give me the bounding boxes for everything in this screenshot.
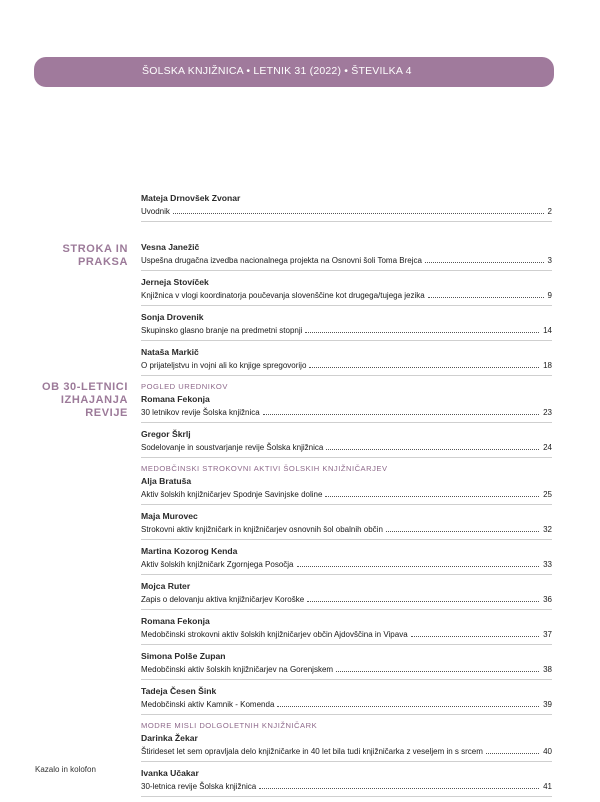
leader-dots (307, 593, 539, 602)
toc-entry[interactable] (141, 346, 552, 371)
entry-author: Darinka Žekar (141, 733, 198, 743)
toc-entry[interactable] (141, 510, 552, 535)
entry-title: Aktiv šolskih knjižničarjev Spodnje Savinjske doline (141, 490, 323, 499)
entry-page: 40 (543, 747, 552, 756)
divider (141, 504, 552, 505)
entry-page: 41 (543, 782, 552, 791)
toc-entry[interactable] (141, 732, 552, 757)
entry-page: 38 (543, 665, 552, 674)
divider (141, 340, 552, 341)
entry-title: Aktiv šolskih knjižničark Zgornjega Posočja (141, 560, 294, 569)
entry-title: 30-letnica revije Šolska knjižnica (141, 782, 257, 791)
entry-page: 2 (547, 207, 552, 216)
leader-dots (277, 698, 539, 707)
divider (141, 761, 552, 762)
section-label-line: PRAKSA (77, 256, 128, 268)
entry-title: Zapis o delovanju aktiva knjižničarjev Koroške (141, 595, 305, 604)
toc-intro (141, 192, 552, 227)
entry-title: O prijateljstvu in vojni ali ko knjige spregovorijo (141, 361, 307, 370)
leader-dots (325, 488, 539, 497)
divider (141, 679, 552, 680)
entry-title: 30 letnikov revije Šolska knjižnica (141, 408, 260, 417)
header-bar (34, 57, 554, 87)
entry-author: Jerneja Stovíček (141, 277, 209, 287)
divider (141, 714, 552, 715)
entry-title: Uvodnik (141, 207, 170, 216)
toc-section-ob-30-letnici (141, 381, 552, 802)
divider (141, 375, 552, 376)
toc-entry[interactable] (141, 311, 552, 336)
divider (141, 609, 552, 610)
group-subheading: MODRE MISLI DOLGOLETNIH KNJIŽNIČARK (141, 721, 318, 730)
toc-entry[interactable] (141, 475, 552, 500)
entry-author: Alja Bratuša (141, 476, 192, 486)
entry-author: Vesna Janežič (141, 242, 200, 252)
entry-page: 25 (543, 490, 552, 499)
entry-page: 36 (543, 595, 552, 604)
entry-page: 24 (543, 443, 552, 452)
leader-dots (259, 780, 539, 789)
toc-entry[interactable] (141, 580, 552, 605)
entry-author: Ivanka Učakar (141, 768, 199, 778)
group-subheading: MEDOBČINSKI STROKOVNI AKTIVI ŠOLSKIH KNJIŽNIČARJEV (141, 464, 388, 473)
toc-section-stroka (141, 241, 552, 381)
divider (141, 422, 552, 423)
divider (141, 644, 552, 645)
entry-title: Skupinsko glasno branje na predmetni stopnji (141, 326, 303, 335)
divider (141, 221, 552, 222)
entry-author: Sonja Drovenik (141, 312, 204, 322)
divider (141, 305, 552, 306)
leader-dots (173, 205, 544, 214)
entry-title: Uspešna drugačna izvedba nacionalnega projekta na Osnovni šoli Toma Brejca (141, 256, 422, 265)
section-label-line: OB 30-LETNICI (41, 381, 128, 393)
entry-author: Romana Fekonja (141, 616, 210, 626)
leader-dots (336, 663, 539, 672)
leader-dots (326, 441, 539, 450)
divider (141, 270, 552, 271)
divider (141, 457, 552, 458)
leader-dots (297, 558, 540, 567)
group-subheading: POGLED UREDNIKOV (141, 382, 228, 391)
toc-entry[interactable] (141, 393, 552, 418)
entry-title: Medobčinski aktiv Kamnik - Komenda (141, 700, 275, 709)
entry-title: Medobčinski aktiv šolskih knjižničarjev na Gorenjskem (141, 665, 334, 674)
entry-title: Strokovni aktiv knjižničark in knjižničarjev osnovnih šol obalnih občin (141, 525, 383, 534)
entry-page: 32 (543, 525, 552, 534)
toc-entry[interactable] (141, 192, 552, 217)
entry-author: Mateja Drnovšek Zvonar (141, 193, 241, 203)
leader-dots (411, 628, 539, 637)
journal-header-title: ŠOLSKA KNJIŽNICA • LETNIK 31 (2022) • ŠTEVILKA 4 (142, 65, 412, 77)
entry-author: Simona Polše Zupan (141, 651, 226, 661)
toc-entry[interactable] (141, 615, 552, 640)
entry-page: 33 (543, 560, 552, 569)
toc-entry[interactable] (141, 241, 552, 266)
divider (141, 539, 552, 540)
entry-page: 14 (543, 326, 552, 335)
entry-page: 39 (543, 700, 552, 709)
section-label-stroka (63, 243, 129, 269)
entry-author: Martina Kozorog Kenda (141, 546, 238, 556)
entry-author: Tadeja Česen Šink (141, 686, 217, 696)
leader-dots (425, 254, 544, 263)
entry-page: 3 (547, 256, 552, 265)
section-label-line: REVIJE (85, 407, 128, 419)
entry-author: Gregor Škrlj (141, 429, 191, 439)
entry-author: Mojca Ruter (141, 581, 191, 591)
divider (141, 574, 552, 575)
entry-title: Štirideset let sem opravljala delo knjižničarke in 40 let bila tudi knjižničarka z veseljem in s srcem (141, 747, 483, 756)
entry-page: 37 (543, 630, 552, 639)
entry-title: Knjižnica v vlogi koordinatorja poučevanja slovenščine kot drugega/tujega jezika (141, 291, 425, 300)
leader-dots (305, 324, 539, 333)
toc-entry[interactable] (141, 767, 552, 792)
entry-page: 9 (547, 291, 552, 300)
section-label-line: STROKA IN (62, 243, 128, 255)
toc-entry[interactable] (141, 428, 552, 453)
leader-dots (263, 406, 539, 415)
entry-title: Sodelovanje in soustvarjanje revije Šolska knjižnica (141, 443, 324, 452)
divider (141, 796, 552, 797)
section-label-line: IZHAJANJA (60, 394, 128, 406)
entry-page: 18 (543, 361, 552, 370)
entry-author: Nataša Markič (141, 347, 199, 357)
leader-dots (309, 359, 539, 368)
leader-dots (428, 289, 544, 298)
toc-entry[interactable] (141, 650, 552, 675)
toc-entry[interactable] (141, 685, 552, 710)
leader-dots (486, 745, 539, 754)
section-label-ob-30-letnici (42, 381, 128, 420)
entry-title: Medobčinski strokovni aktiv šolskih knjižničarjev občin Ajdovščina in Vipava (141, 630, 408, 639)
entry-author: Romana Fekonja (141, 394, 210, 404)
leader-dots (386, 523, 539, 532)
entry-page: 23 (543, 408, 552, 417)
toc-entry[interactable] (141, 276, 552, 301)
entry-author: Maja Murovec (141, 511, 198, 521)
footer-label: Kazalo in kolofon (35, 765, 96, 774)
toc-entry[interactable] (141, 545, 552, 570)
